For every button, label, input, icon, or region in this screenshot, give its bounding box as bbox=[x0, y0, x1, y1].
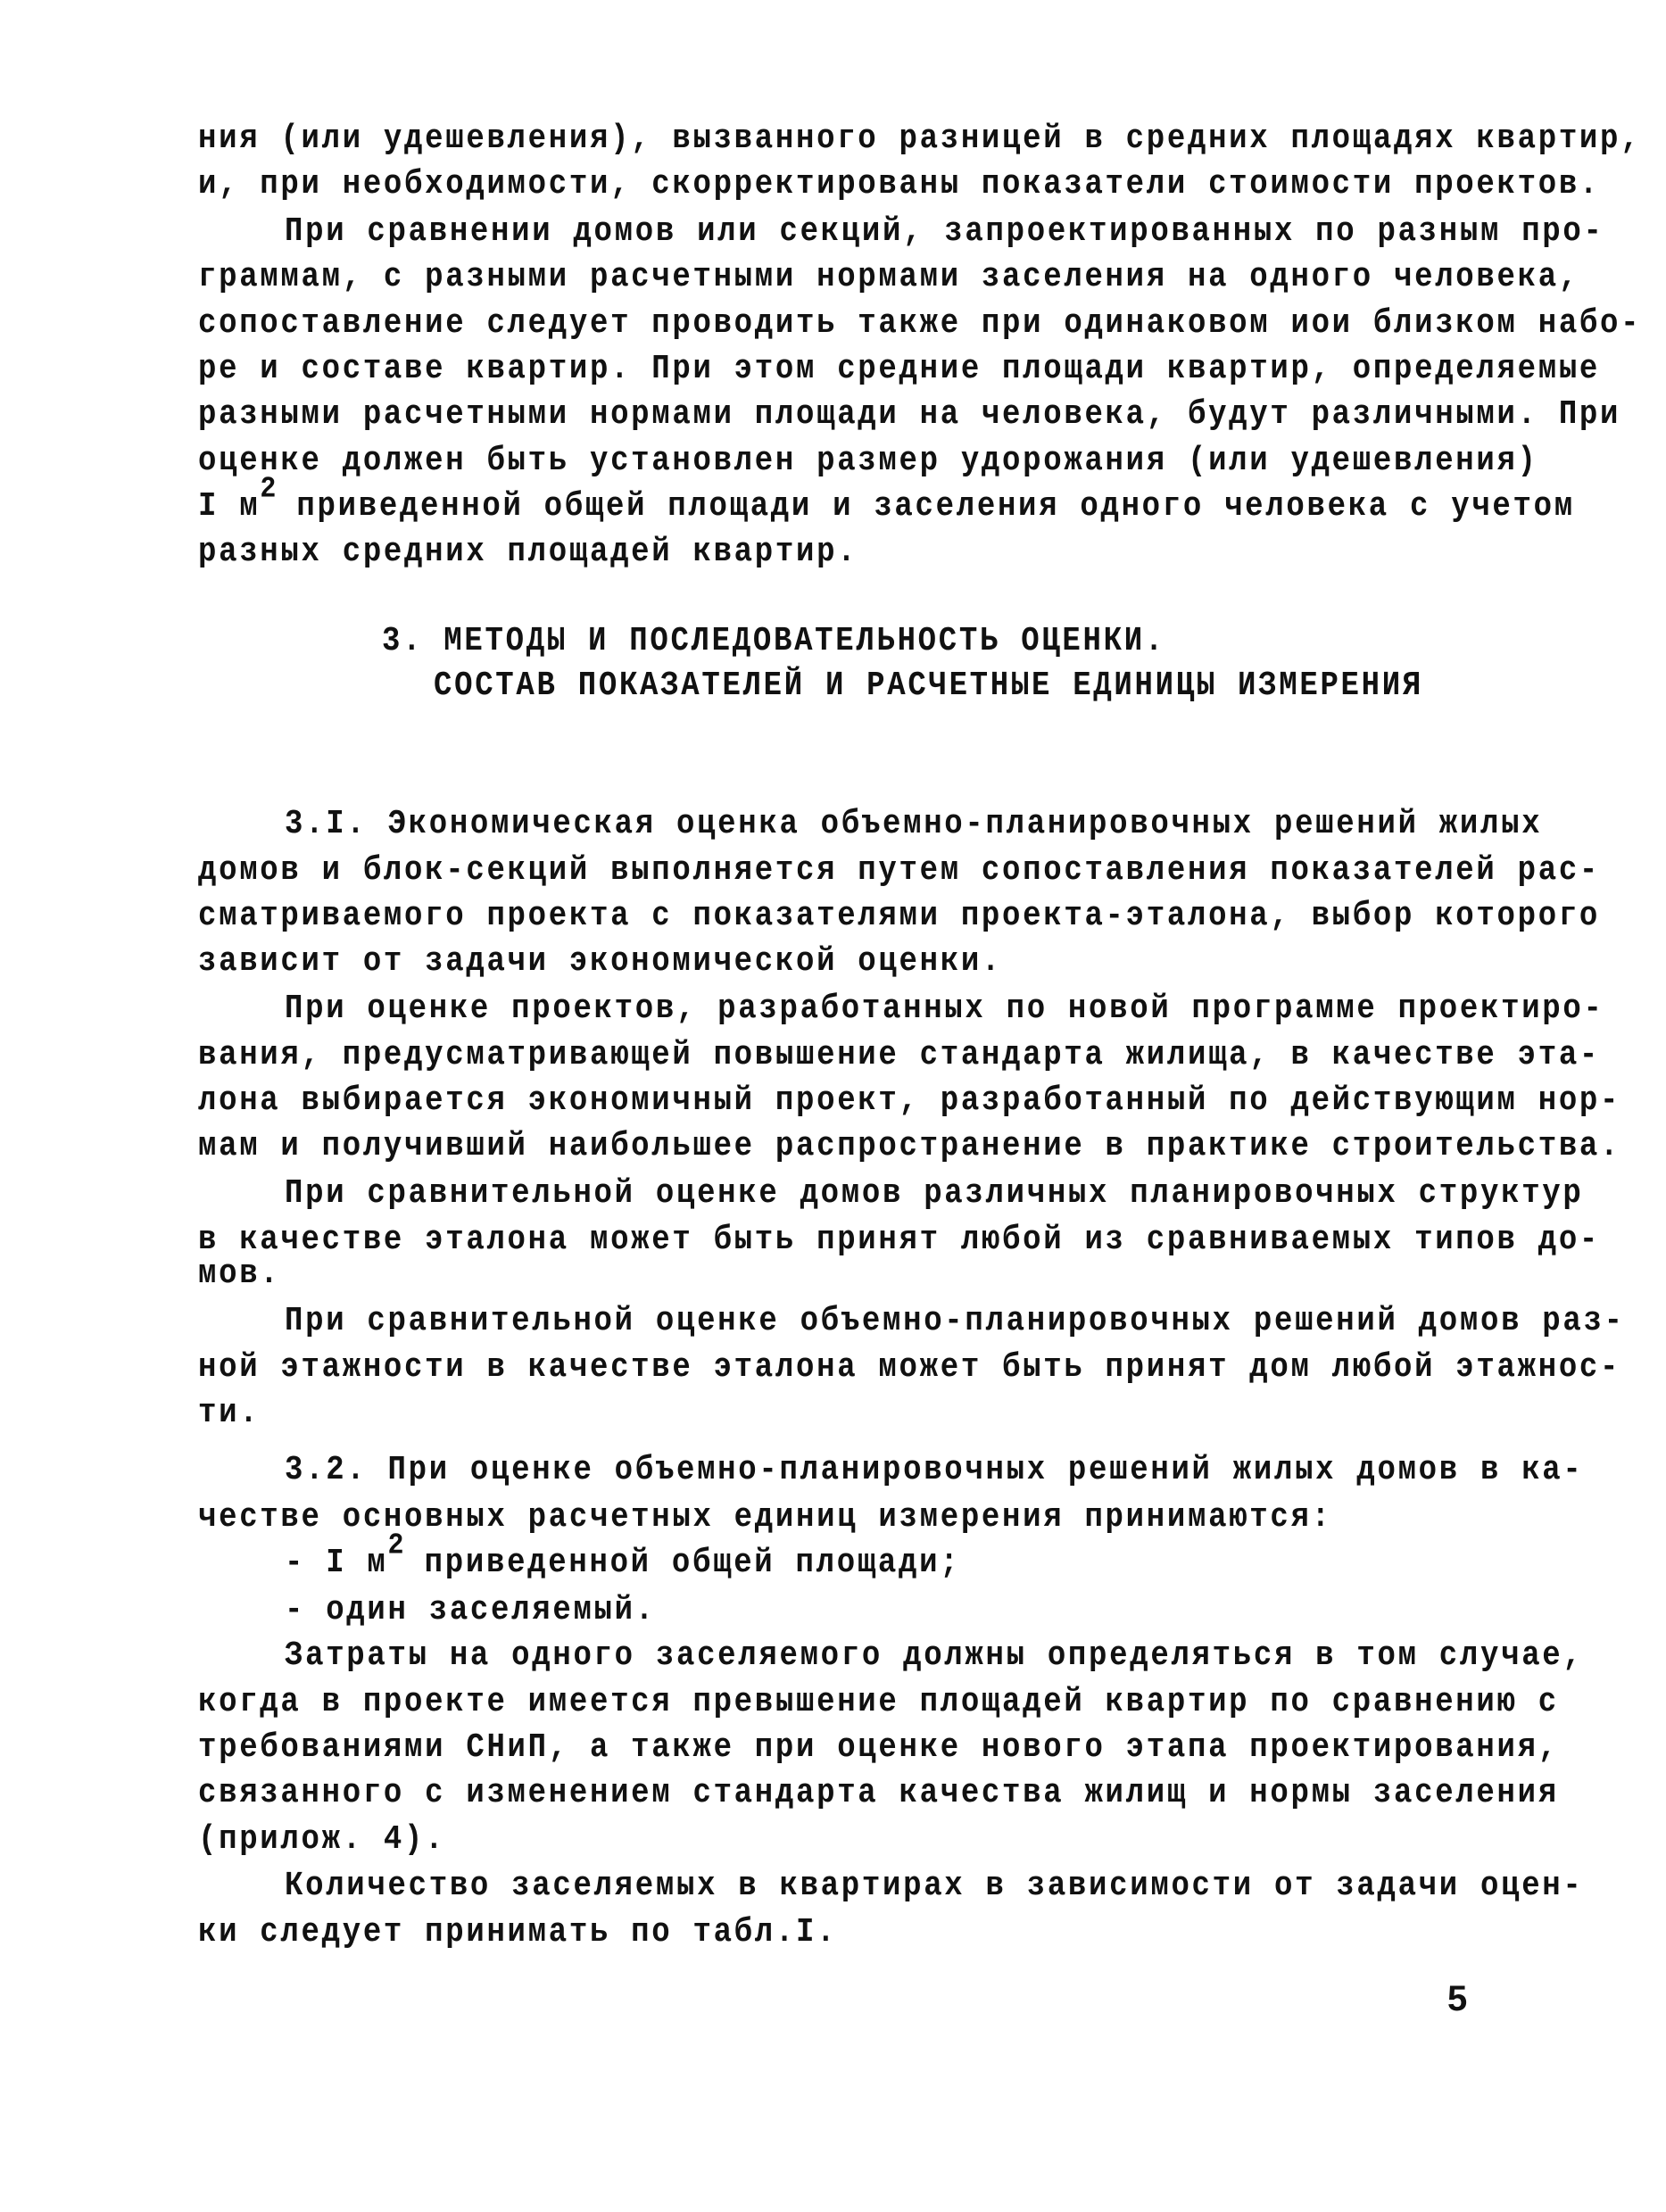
superscript: 2 bbox=[387, 1529, 404, 1563]
text-line: ния (или удешевления), вызванного разницей в средних площадях квартир, bbox=[198, 120, 1642, 159]
text-fragment: приведенной общей площади; bbox=[403, 1544, 961, 1583]
text-fragment: приведенной общей площади и заселения одного человека с учетом bbox=[276, 487, 1575, 526]
text-line: лона выбирается экономичный проект, разработанный по действующим нор- bbox=[198, 1081, 1621, 1121]
text-line bbox=[198, 472, 1575, 528]
text-line: вания, предусматривающей повышение стандарта жилища, в качестве эта- bbox=[198, 1036, 1601, 1075]
text-line: При сравнительной оценке объемно-планировочных решений домов раз- bbox=[285, 1302, 1625, 1341]
text-line: (прилож. 4). bbox=[198, 1820, 446, 1860]
text-fragment: I м bbox=[198, 487, 261, 526]
text-line: оценке должен быть установлен размер удорожания (или удешевления) bbox=[198, 442, 1538, 481]
text-line: мам и получивший наибольшее распространение в практике строительства. bbox=[198, 1127, 1621, 1166]
text-line bbox=[285, 1529, 961, 1585]
text-line: При оценке проектов, разработанных по новой программе проектиро- bbox=[285, 990, 1604, 1029]
text-line: ре и составе квартир. При этом средние площади квартир, определяемые bbox=[198, 350, 1601, 389]
text-line: зависит от задачи экономической оценки. bbox=[198, 942, 1003, 982]
text-fragment: - I м bbox=[285, 1544, 388, 1583]
text-line: и, при необходимости, скорректированы показатели стоимости проектов. bbox=[198, 165, 1601, 204]
text-line: требованиями СНиП, а также при оценке нового этапа проектирования, bbox=[198, 1728, 1559, 1768]
page-number: 5 bbox=[1447, 1979, 1468, 2018]
section-heading-line-2: СОСТАВ ПОКАЗАТЕЛЕЙ И РАСЧЕТНЫЕ ЕДИНИЦЫ ИЗМЕРЕНИЯ bbox=[434, 667, 1423, 706]
text-line: сматриваемого проекта с показателями проекта-эталона, выбор которого bbox=[198, 897, 1601, 936]
text-line: сопоставление следует проводить также при одинаковом иои близком набо- bbox=[198, 304, 1642, 344]
text-line: когда в проекте имеется превышение площадей квартир по сравнению с bbox=[198, 1683, 1559, 1722]
text-line: честве основных расчетных единиц измерения принимаются: bbox=[198, 1498, 1332, 1537]
text-line: ки следует принимать по табл.I. bbox=[198, 1913, 838, 1952]
text-line: разных средних площадей квартир. bbox=[198, 533, 858, 572]
text-line: При сравнении домов или секций, запроектированных по разным про- bbox=[285, 212, 1604, 252]
text-line: - один заселяемый. bbox=[285, 1591, 656, 1630]
text-line: 3.I. Экономическая оценка объемно-планировочных решений жилых bbox=[285, 805, 1543, 844]
text-line: ной этажности в качестве эталона может быть принят дом любой этажнос- bbox=[198, 1348, 1621, 1388]
text-line: связанного с изменением стандарта качества жилищ и нормы заселения bbox=[198, 1774, 1559, 1813]
text-line: граммам, с разными расчетными нормами заселения на одного человека, bbox=[198, 258, 1579, 297]
text-line: разными расчетными нормами площади на человека, будут различными. При bbox=[198, 395, 1621, 435]
text-line: в качестве эталона может быть принят любой из сравниваемых типов до- bbox=[198, 1221, 1601, 1260]
text-line: мов. bbox=[198, 1255, 281, 1294]
section-heading-line-1: 3. МЕТОДЫ И ПОСЛЕДОВАТЕЛЬНОСТЬ ОЦЕНКИ. bbox=[382, 622, 1165, 661]
text-line: Количество заселяемых в квартирах в зависимости от задачи оцен- bbox=[285, 1867, 1584, 1906]
superscript: 2 bbox=[260, 472, 277, 507]
text-line: ти. bbox=[198, 1394, 261, 1433]
text-line: Затраты на одного заселяемого должны определяться в том случае, bbox=[285, 1636, 1584, 1676]
text-line: 3.2. При оценке объемно-планировочных решений жилых домов в ка- bbox=[285, 1451, 1584, 1490]
text-line: При сравнительной оценке домов различных планировочных структур bbox=[285, 1174, 1584, 1214]
text-line: домов и блок-секций выполняется путем сопоставления показателей рас- bbox=[198, 851, 1601, 891]
